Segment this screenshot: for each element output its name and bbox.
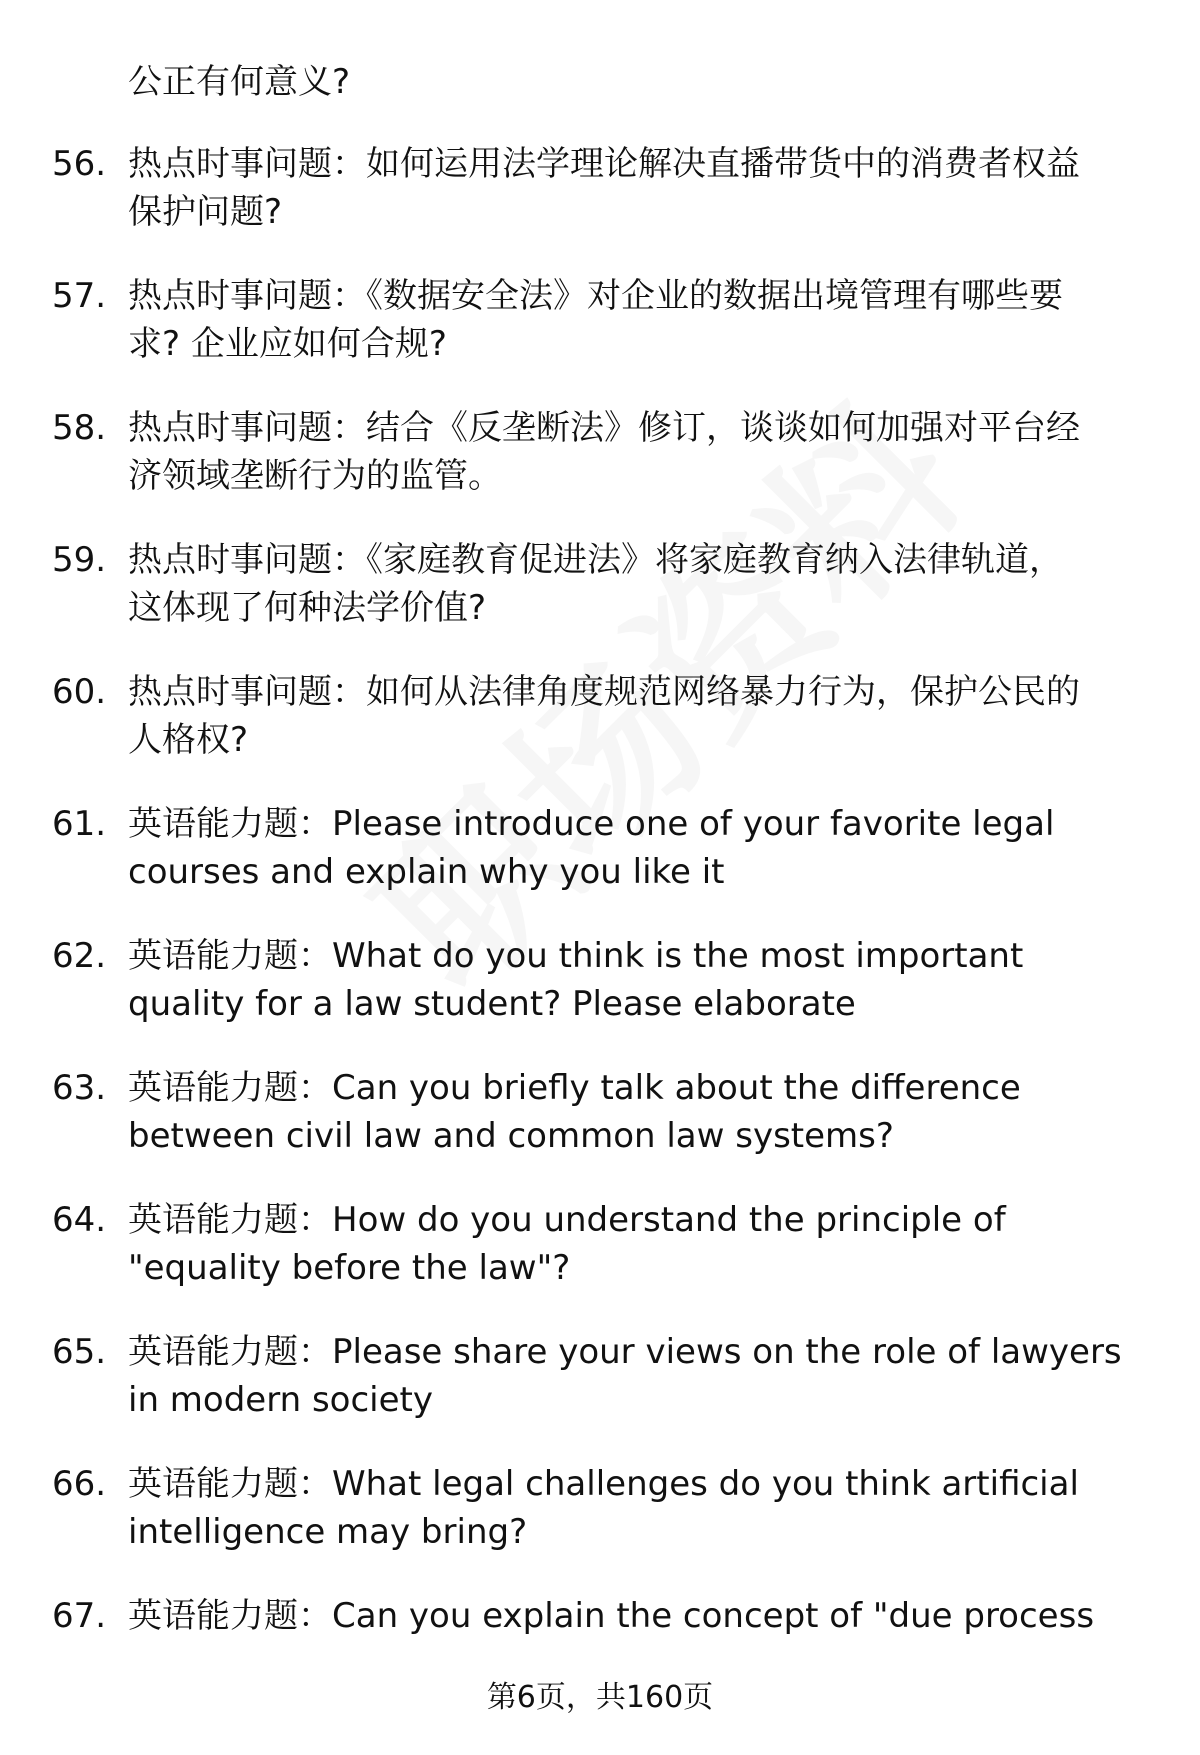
question-text [128,932,1158,1028]
question-number: 65. [52,1332,107,1372]
question-text [128,1460,1158,1556]
question-line: 热点时事问题：《家庭教育促进法》将家庭教育纳入法律轨道， [128,540,1063,580]
question-number: 59. [52,540,107,580]
question-line: 这体现了何种法学价值? [128,588,487,628]
question-number: 57. [52,276,107,316]
question-text [128,404,1158,500]
question-line: in modern society [128,1380,433,1420]
question-number: 63. [52,1068,107,1108]
question-text [128,1196,1158,1292]
continuation-line: 公正有何意义? [128,62,351,102]
question-number: 62. [52,936,107,976]
question-number: 67. [52,1596,107,1636]
question-number: 61. [52,804,107,844]
question-text [128,272,1158,368]
question-line: 热点时事问题：如何从法律角度规范网络暴力行为，保护公民的 [128,672,1080,712]
question-line: quality for a law student? Please elaborate [128,984,856,1024]
question-line: "equality before the law"? [128,1248,571,1288]
question-line: 热点时事问题：如何运用法学理论解决直播带货中的消费者权益 [128,144,1080,184]
question-number: 58. [52,408,107,448]
question-text [128,1328,1158,1424]
question-item-65 [0,1328,1200,1460]
question-item-58 [0,404,1200,536]
question-item-60 [0,668,1200,800]
question-line: 保护问题? [128,192,283,232]
question-line: intelligence may bring? [128,1512,528,1552]
question-item-64 [0,1196,1200,1328]
question-text [128,140,1158,236]
question-line: 人格权? [128,720,249,760]
question-line: 英语能力题：What legal challenges do you think artificial [128,1464,1079,1504]
question-number: 56. [52,144,107,184]
question-text [128,800,1158,896]
question-item-61 [0,800,1200,932]
question-text [128,1592,1158,1640]
question-line: between civil law and common law systems? [128,1116,894,1156]
question-number: 60. [52,672,107,712]
question-line: 英语能力题：Can you explain the concept of "due process [128,1596,1095,1636]
question-item-62 [0,932,1200,1064]
question-item-57 [0,272,1200,404]
question-text [128,668,1158,764]
question-number: 64. [52,1200,107,1240]
question-item-63 [0,1064,1200,1196]
question-number: 66. [52,1464,107,1504]
question-list [0,140,1200,1724]
question-item-59 [0,536,1200,668]
page-footer: 第6页，共160页 [486,1680,714,1715]
question-line: 英语能力题：Please share your views on the role of lawyers [128,1332,1122,1372]
question-line: 英语能力题：What do you think is the most important [128,936,1024,976]
question-text [128,536,1158,632]
question-line: 英语能力题：How do you understand the principle of [128,1200,1006,1240]
question-line: courses and explain why you like it [128,852,725,892]
question-line: 英语能力题：Please introduce one of your favorite legal [128,804,1055,844]
question-line: 济领域垄断行为的监管。 [128,456,502,496]
question-line: 热点时事问题：《数据安全法》对企业的数据出境管理有哪些要 [128,276,1063,316]
question-item-56 [0,140,1200,272]
question-line: 英语能力题：Can you briefly talk about the difference [128,1068,1021,1108]
question-line: 热点时事问题：结合《反垄断法》修订，谈谈如何加强对平台经 [128,408,1080,448]
question-item-66 [0,1460,1200,1592]
question-text [128,1064,1158,1160]
question-line: 求? 企业应如何合规? [128,324,447,364]
